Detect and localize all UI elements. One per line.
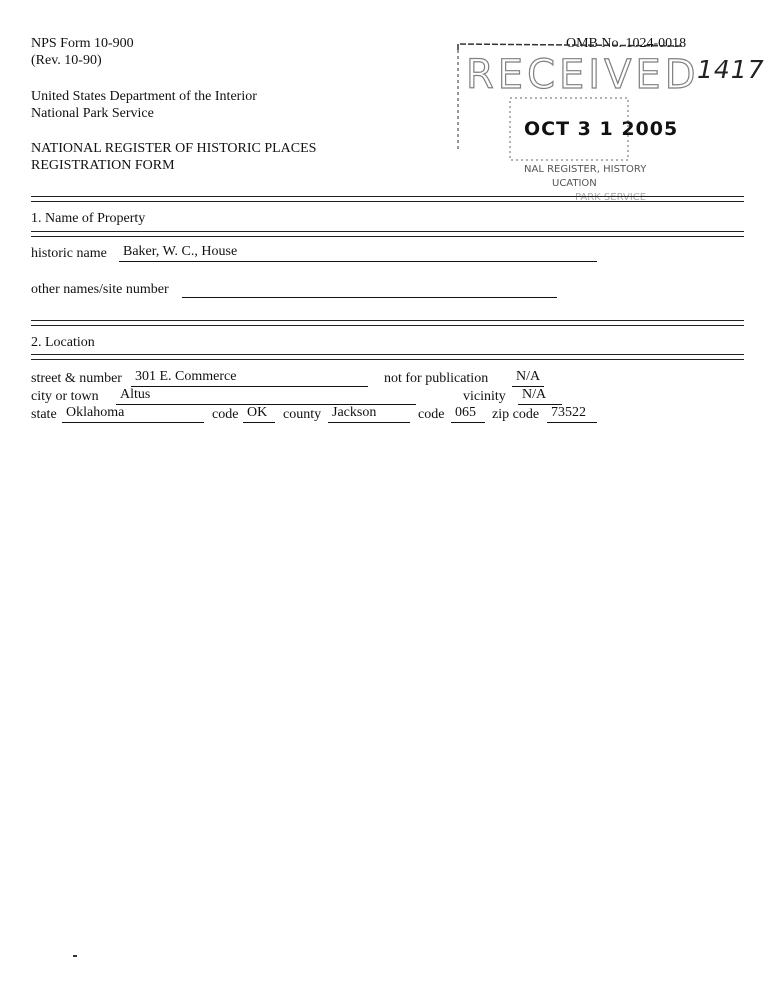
stamp-date: OCT 3 1 2005 <box>524 118 679 140</box>
section-divider <box>31 354 744 360</box>
historic-name-label: historic name <box>31 246 107 261</box>
section-divider <box>31 320 744 326</box>
stamp-line2: UCATION <box>552 178 597 189</box>
state-code-field[interactable] <box>243 405 275 423</box>
other-names-field[interactable] <box>182 280 557 298</box>
scan-speck <box>73 955 77 957</box>
other-names-label: other names/site number <box>31 282 169 297</box>
state-value: Oklahoma <box>66 405 125 420</box>
city-value: Altus <box>120 387 151 402</box>
section1-heading: 1. Name of Property <box>31 211 146 226</box>
county-label: county <box>283 407 322 422</box>
section2-heading: 2. Location <box>31 335 95 350</box>
section-divider <box>31 196 744 202</box>
county-code-field[interactable] <box>451 405 485 423</box>
stamp-line3: PARK SERVICE <box>575 192 647 203</box>
street-value: 301 E. Commerce <box>135 369 237 384</box>
section-divider <box>31 231 744 237</box>
other-names-value <box>182 280 186 295</box>
form-revision: (Rev. 10-90) <box>31 53 102 68</box>
form-title-line1: NATIONAL REGISTER OF HISTORIC PLACES <box>31 141 317 156</box>
street-label: street & number <box>31 371 122 386</box>
county-code-label: code <box>418 407 445 422</box>
zip-label: zip code <box>492 407 540 422</box>
stamp-received-text: RECEIVED <box>466 52 700 98</box>
zip-field[interactable] <box>547 405 597 423</box>
not-for-publication-value: N/A <box>516 369 541 384</box>
state-field[interactable] <box>62 405 204 423</box>
form-title-line2: REGISTRATION FORM <box>31 158 175 173</box>
county-field[interactable] <box>328 405 410 423</box>
historic-name-field[interactable] <box>119 244 597 262</box>
state-label: state <box>31 407 57 422</box>
state-code-label: code <box>212 407 239 422</box>
vicinity-value: N/A <box>522 387 547 402</box>
zip-value: 73522 <box>551 405 586 420</box>
handwritten-number: 1417 <box>697 55 765 84</box>
city-label: city or town <box>31 389 99 404</box>
vicinity-field[interactable] <box>518 387 562 405</box>
street-field[interactable] <box>131 369 368 387</box>
form-number: NPS Form 10-900 <box>31 36 134 51</box>
stamp-line1: NAL REGISTER, HISTORY <box>524 164 647 175</box>
vicinity-label: vicinity <box>463 389 506 404</box>
city-field[interactable] <box>116 387 416 405</box>
historic-name-value: Baker, W. C., House <box>123 244 238 259</box>
county-value: Jackson <box>332 405 377 420</box>
not-for-publication-label: not for publication <box>384 371 489 386</box>
county-code-value: 065 <box>455 405 476 420</box>
not-for-publication-field[interactable] <box>512 369 544 387</box>
agency: National Park Service <box>31 106 154 121</box>
omb-number: OMB No. 1024-0018 <box>566 36 687 51</box>
department: United States Department of the Interior <box>31 89 257 104</box>
state-code-value: OK <box>247 405 268 420</box>
